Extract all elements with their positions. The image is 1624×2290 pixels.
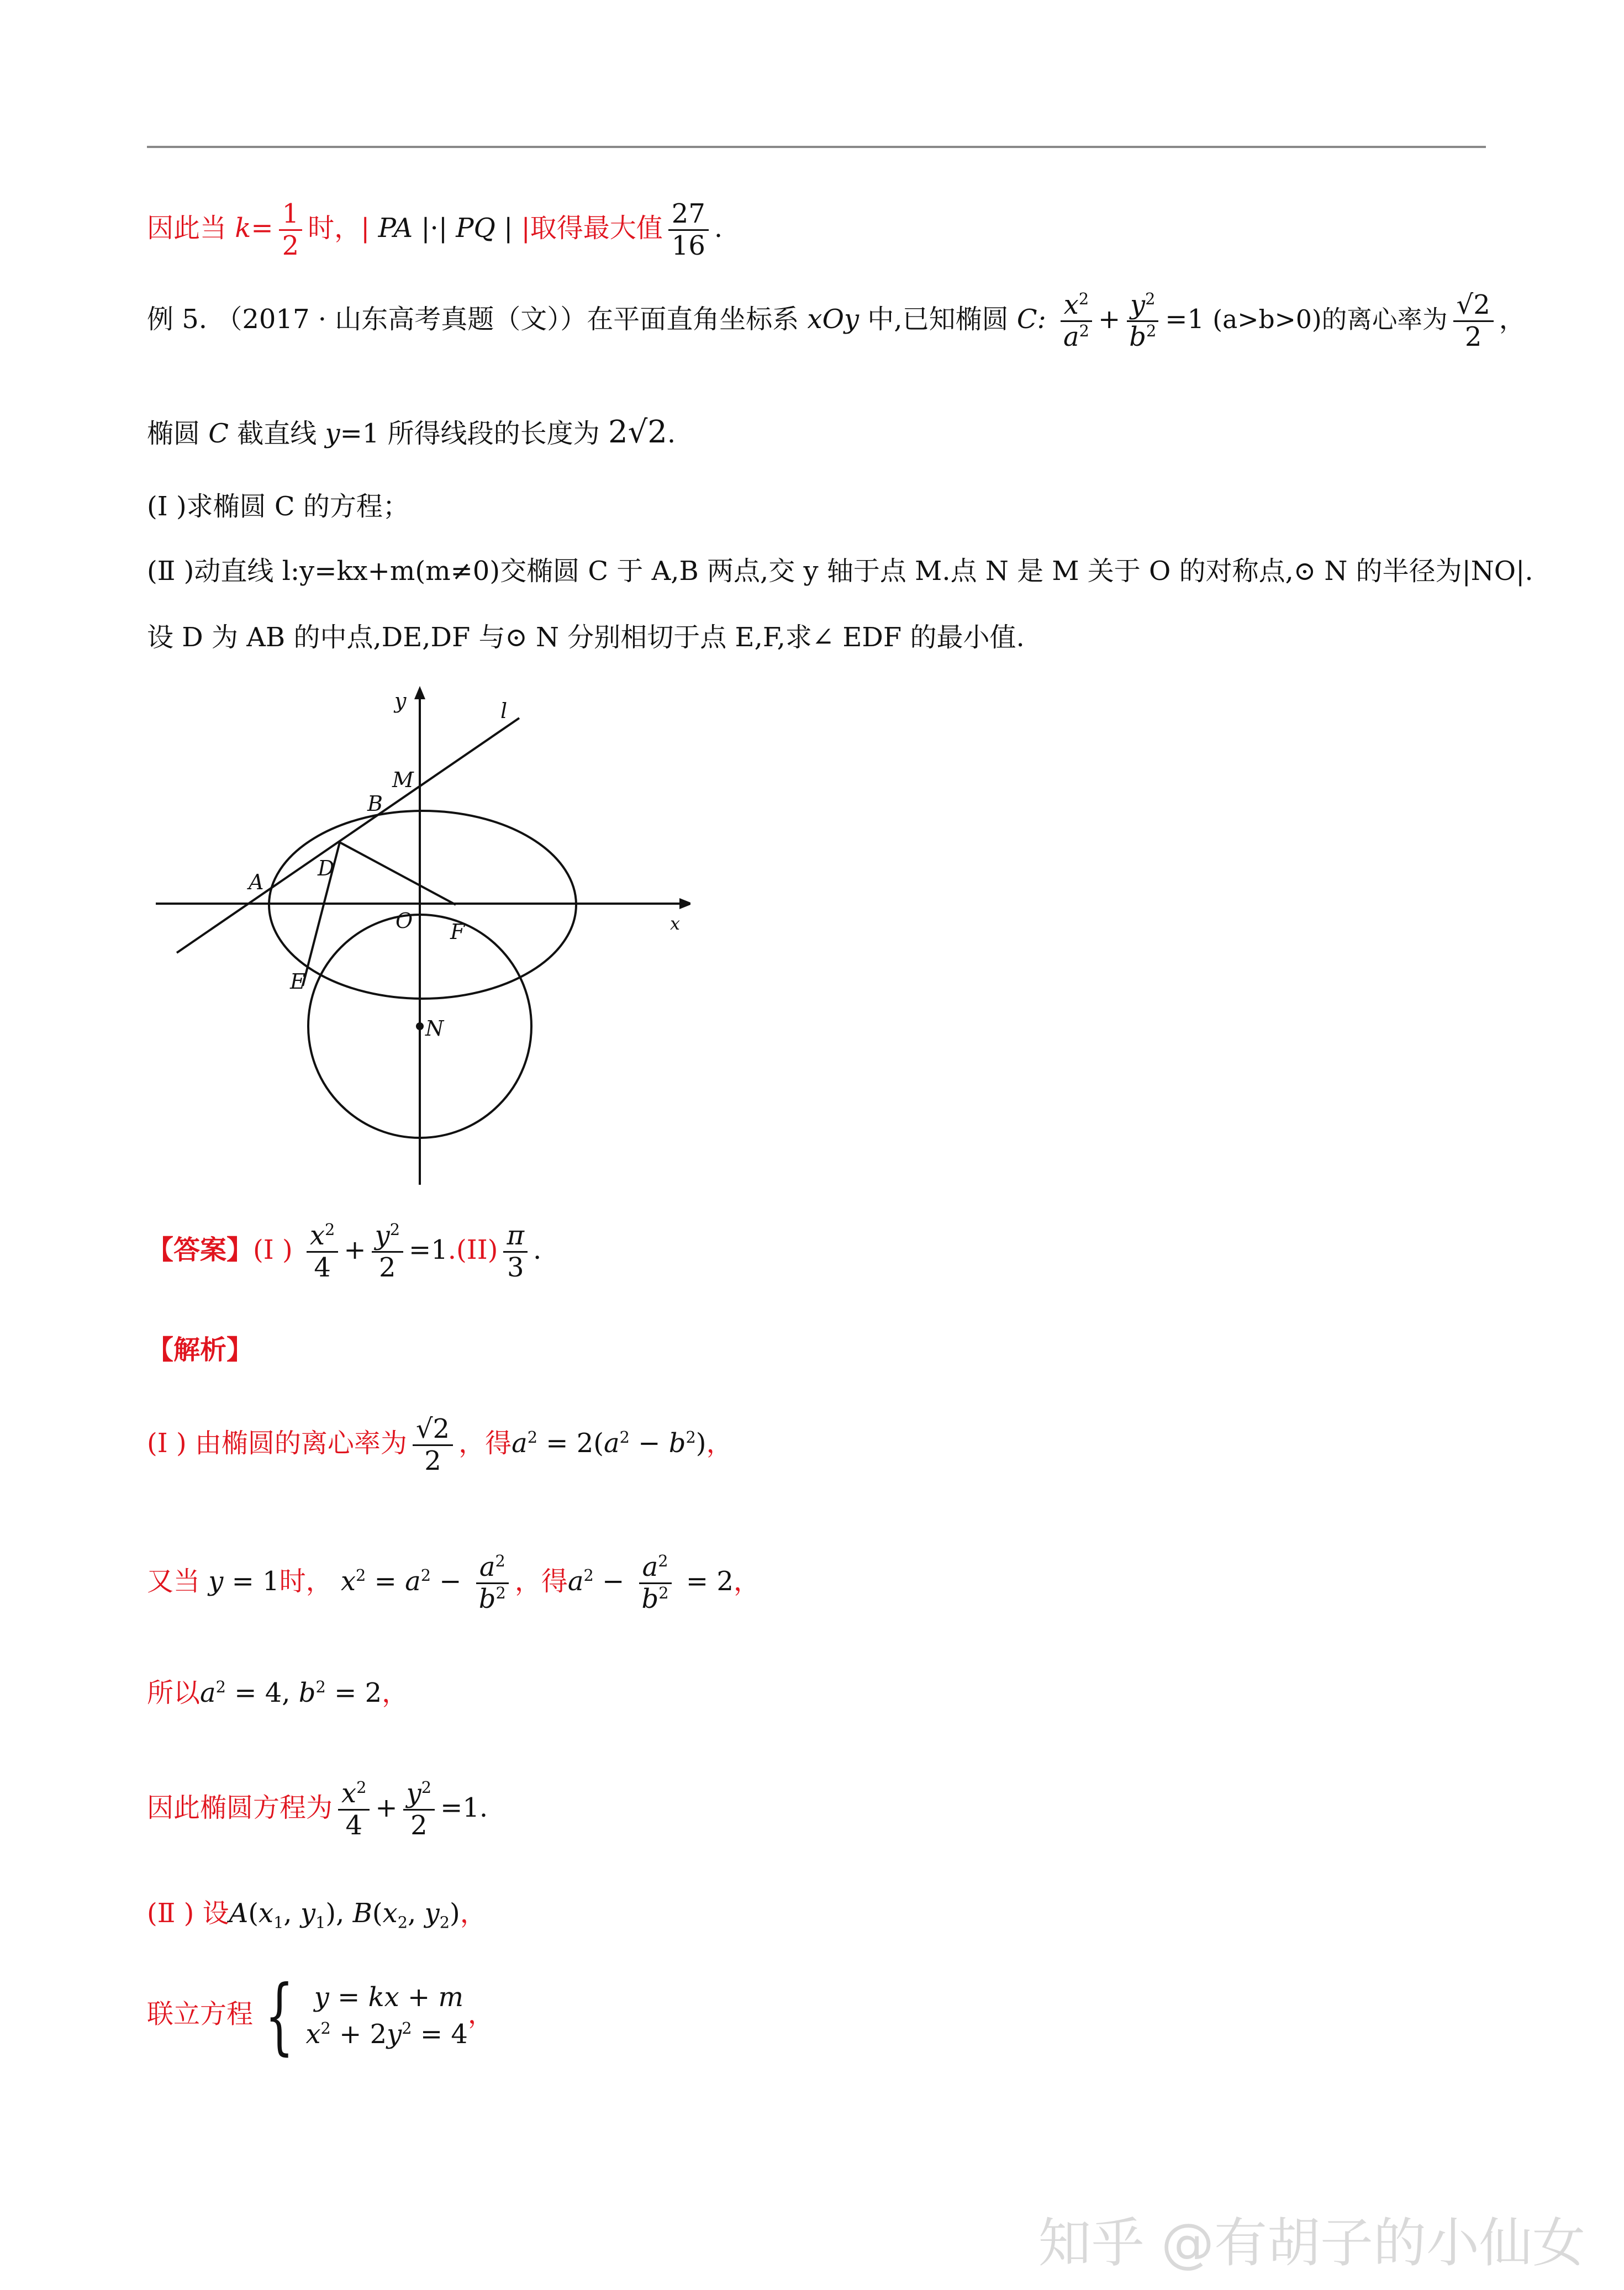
fraction-pi-3 [503,1221,528,1283]
var-c: C: [1016,304,1046,335]
label-m: M [392,768,414,792]
pi: π [507,1220,524,1251]
equation-system: y = kx + m $x^2 + 2y^2 = 4$ [305,1981,468,2050]
analysis-step-6 [147,1968,494,2064]
text: ， [706,1428,733,1459]
conclusion-line [147,199,723,261]
fraction-max [668,199,709,261]
point-n [416,1022,424,1030]
text: .(II) [447,1234,498,1266]
label-e: E [290,969,305,994]
example-line: 例 5. （2017 · 山东高考真题（文））在平面直角坐标系 xOy 中,已知椭圆 C: $\frac{x^2}{a^2}$ + $\frac{y^2}{b^2}$ =1 (a>b>0)的离心率为 $\frac{√2}{2}$ ， [147,289,1526,353]
fraction-ecc: $\frac{√2}{2}$ [413,1414,453,1476]
part-1: (Ⅰ )求椭圆 C 的方程； [147,491,409,522]
label-f: F [450,920,465,944]
text: 因此椭圆方程为 [147,1792,333,1824]
label-a: A [249,870,264,894]
denominator: 16 [671,230,705,262]
label-n: N [425,1016,444,1041]
denominator: 2 [282,230,299,262]
abs-bar: | [495,213,513,244]
var-c: C [208,418,229,449]
fraction-x2-4: $\frac{x^2}{4}$ [307,1221,338,1283]
denominator: 2 [1464,321,1482,353]
header-rule [147,146,1486,148]
text: 椭圆 [147,418,209,449]
text: 又当 [147,1566,209,1597]
text: 时， [279,1566,333,1597]
var-pq: PQ [456,213,495,244]
text: 所以 [147,1677,201,1708]
var-pa: PA [378,213,413,244]
answer-tag: 【答案】 [147,1234,254,1266]
geometry-diagram [149,685,690,1193]
fraction-half [279,199,303,261]
label-o: O [396,909,413,933]
analysis-step-4: 因此椭圆方程为 $\frac{x^2}{4}$ + $\frac{y^2}{2}$ =1. [147,1778,488,1842]
text: |取得最大值 [513,213,663,244]
text: （2017 · 山东高考真题（文））在平面直角坐标系 [215,304,808,335]
text: ， [467,1998,494,2030]
numerator: √2 [1453,290,1494,322]
example-line-2 [147,414,676,450]
y-arrow-icon [414,686,425,699]
analysis-step-3: 所以$a^2 = 4$, $b^2 = 2$， [147,1677,409,1708]
fraction-a2b2: $\frac{a^2}{b^2}$ [476,1552,509,1614]
var-y: y [325,418,340,449]
text: ，得 [458,1428,512,1459]
text: ， [460,1898,487,1929]
label-x: x [670,913,681,934]
text: = [251,213,273,244]
line-l [177,718,519,953]
fraction-ecc [1453,290,1494,352]
analysis-tag: 【解析】 [147,1334,254,1365]
label-d: D [318,856,335,880]
var-xoy: xOy [807,304,860,335]
text: |·| [413,213,456,244]
denominator: 3 [507,1252,524,1284]
fraction-y2-2: $\frac{y^2}{2}$ [372,1221,403,1283]
label-l: l [500,699,508,723]
answer-line: 【答案】(Ⅰ ) $\frac{x^2}{4}$ + $\frac{y^2}{2}$ =1.(II) $\frac{\pi}{3}$ . [147,1220,542,1284]
length-value: 2√2 [608,414,667,450]
fraction-y2b2: $\frac{y^2}{b^2}$ [1126,290,1159,352]
numerator: 1 [279,199,303,231]
text: 时，| [308,213,378,244]
text: 中,已知椭圆 [859,304,1017,335]
label-b: B [367,792,383,816]
text: =1 所得线段的长度为 [340,418,608,449]
text: (Ⅰ ) 由椭圆的离心率为 [147,1428,407,1459]
part-2: (Ⅱ )动直线 l:y=kx+m(m≠0)交椭圆 C 于 A,B 两点,交 y 轴于点 M.点 N 是 M 关于 O 的对称点,⊙ N 的半径为|NO|. [147,556,1533,587]
text: (Ⅱ ) 设 [147,1898,229,1929]
text: (Ⅰ ) [253,1234,293,1266]
fraction-x2-4: $\frac{x^2}{4}$ [338,1779,370,1841]
analysis-step-1: (Ⅰ ) 由椭圆的离心率为 $\frac{√2}{2}$ ，得$a^2 = 2(a^2 - b^2)$， [147,1413,733,1477]
text: (a>b>0)的离心率为 [1212,305,1448,335]
text: ， [1499,304,1526,335]
text: ，得 [514,1566,568,1597]
part-3: 设 D 为 AB 的中点,DE,DF 与⊙ N 分别相切于点 E,F,求∠ EDF 的最小值. [147,622,1025,653]
text: . [667,418,676,449]
var-k: k [235,213,251,244]
text: ， [733,1566,760,1597]
text: 联立方程 [147,1998,254,2030]
analysis-step-5: (Ⅱ ) 设$A(x_1$, $y_1$), $B(x_2$, $y_2$)， [147,1898,487,1932]
text: . [532,1234,542,1266]
example-label: 例 5. [147,304,208,335]
text: 截直线 [229,418,325,449]
fraction-y2-2: $\frac{y^2}{2}$ [403,1779,435,1841]
text: . [714,213,723,244]
text: ， [382,1677,409,1708]
text: . [479,1792,488,1824]
x-arrow-icon [679,898,690,909]
segment-df [340,842,456,905]
brace: { [265,1968,294,2064]
fraction-a2b2: $\frac{a^2}{b^2}$ [639,1552,672,1614]
watermark: 知乎 @有胡子的小仙女 [1038,2212,1585,2274]
label-y: y [394,689,407,713]
numerator: 27 [668,199,709,231]
analysis-step-2: 又当 y = 1时， $x^2 = a^2$ − $\frac{a^2}{b^2}$ ，得$a^2$ − $\frac{a^2}{b^2}$ = 2， [147,1552,760,1615]
text: =1 [409,1234,448,1266]
fraction-x2a2: $\frac{x^2}{a^2}$ [1060,290,1093,352]
text: 因此当 [147,213,235,244]
